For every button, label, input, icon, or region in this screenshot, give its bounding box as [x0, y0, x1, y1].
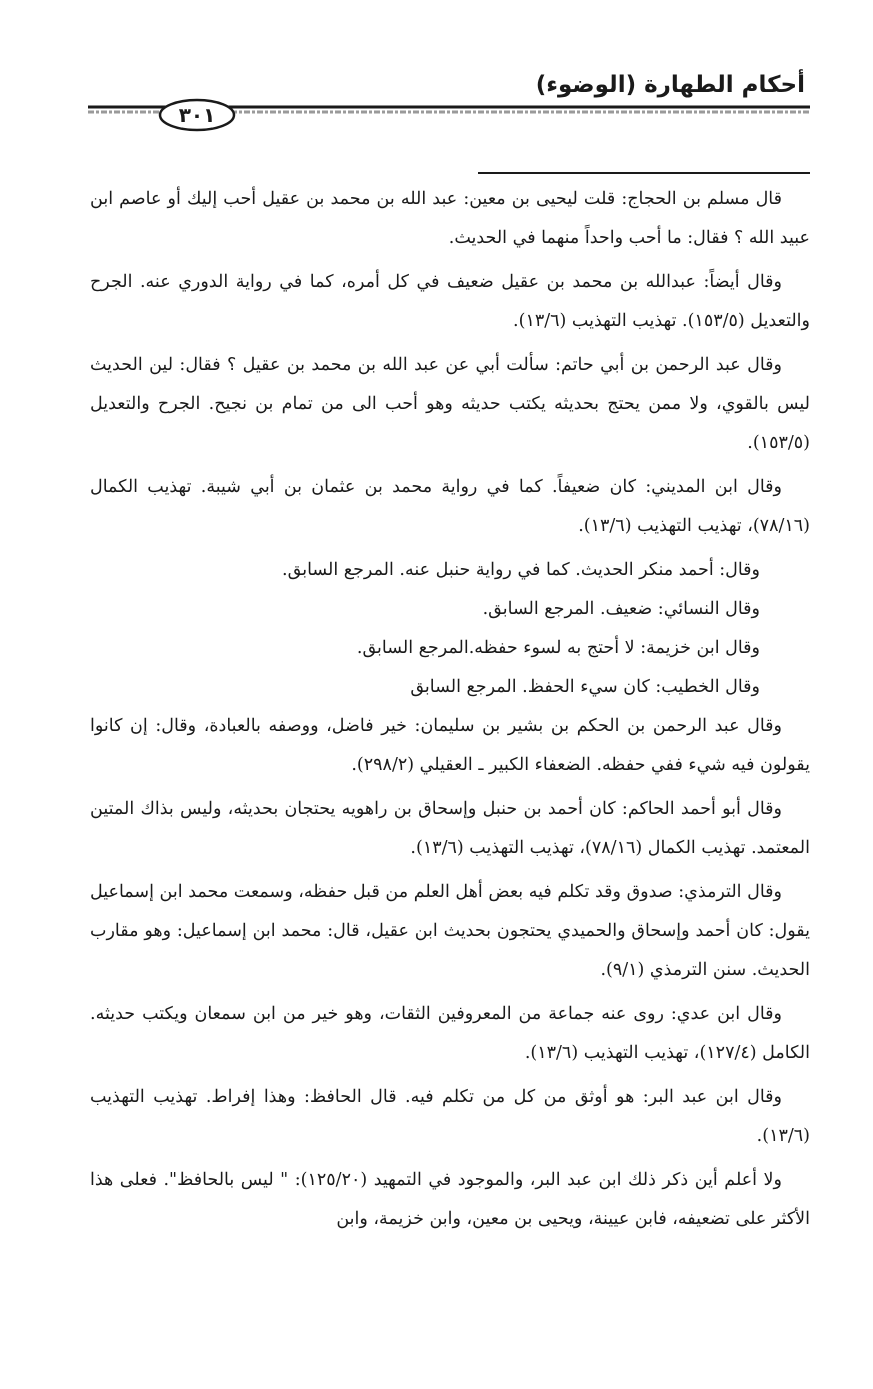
paragraph: وقال عبد الرحمن بن الحكم بن بشير بن سليمان: خير فاضل، ووصفه بالعبادة، وقال: إن كانوا يقولون فيه شيء ففي حفظه. الضعفاء الكبير ـ العقيلي (٢٩٨/٢).	[90, 716, 810, 775]
header-rule	[0, 95, 873, 135]
page-number: ٣٠١	[178, 103, 216, 127]
paragraph: وقال ابن عدي: روى عنه جماعة من المعروفين الثقات، وهو خير من ابن سمعان ويكتب حديثه. الكامل (١٢٧/٤)، تهذيب التهذيب (١٣/٦).	[90, 1004, 810, 1063]
paragraph: وقال ابن عبد البر: هو أوثق من كل من تكلم فيه. قال الحافظ: وهذا إفراط. تهذيب التهذيب (١٣/٦).	[90, 1087, 810, 1146]
paragraph: ولا أعلم أين ذكر ذلك ابن عبد البر، والموجود في التمهيد (١٢٥/٢٠): " ليس بالحافظ". فعلى هذا الأكثر على تضعيفه، فابن عيينة، ويحيى بن معين، وابن خزيمة، وابن	[90, 1170, 810, 1229]
page-body	[90, 180, 810, 1244]
paragraph: وقال النسائي: ضعيف. المرجع السابق.	[482, 599, 760, 619]
paragraph: وقال الخطيب: كان سيء الحفظ. المرجع السابق	[410, 677, 760, 697]
paragraph: وقال ابن المديني: كان ضعيفاً. كما في رواية محمد بن عثمان بن أبي شيبة. تهذيب الكمال (٧٨/١٦)، تهذيب التهذيب (١٣/٦).	[90, 477, 810, 536]
page-header	[0, 0, 873, 140]
book-title: أحكام الطهارة (الوضوء)	[535, 72, 805, 98]
paragraph: قال مسلم بن الحجاج: قلت ليحيى بن معين: عبد الله بن محمد بن عقيل أحب إليك أو عاصم ابن عبيد الله ؟ فقال: ما أحب واحداً منهما في الحديث.	[90, 189, 810, 248]
paragraph: وقال أيضاً: عبدالله بن محمد بن عقيل ضعيف في كل أمره، كما في رواية الدوري عنه. الجرح والتعديل (١٥٣/٥). تهذيب التهذيب (١٣/٦).	[90, 272, 810, 331]
paragraph: وقال أبو أحمد الحاكم: كان أحمد بن حنبل وإسحاق بن راهويه يحتجان بحديثه، وليس بذاك المتين المعتمد. تهذيب الكمال (٧٨/١٦)، تهذيب التهذيب (١٣/٦).	[90, 799, 810, 858]
footnote-separator	[478, 172, 810, 174]
paragraph: وقال عبد الرحمن بن أبي حاتم: سألت أبي عن عبد الله بن محمد بن عقيل ؟ فقال: لين الحديث ليس بالقوي، ولا ممن يحتج بحديثه يكتب حديثه وهو أحب الى من تمام بن نجيح. الجرح والتعديل (١٥٣/٥).	[90, 355, 810, 453]
paragraph: وقال: أحمد منكر الحديث. كما في رواية حنبل عنه. المرجع السابق.	[282, 560, 760, 580]
paragraph: وقال ابن خزيمة: لا أحتج به لسوء حفظه.المرجع السابق.	[356, 638, 760, 658]
paragraph: وقال الترمذي: صدوق وقد تكلم فيه بعض أهل العلم من قبل حفظه، وسمعت محمد ابن إسماعيل يقول: كان أحمد وإسحاق والحميدي يحتجون بحديث ابن عقيل، قال: محمد ابن إسماعيل: وهو مقارب الحديث. سنن الترمذي (٩/١).	[90, 882, 810, 980]
